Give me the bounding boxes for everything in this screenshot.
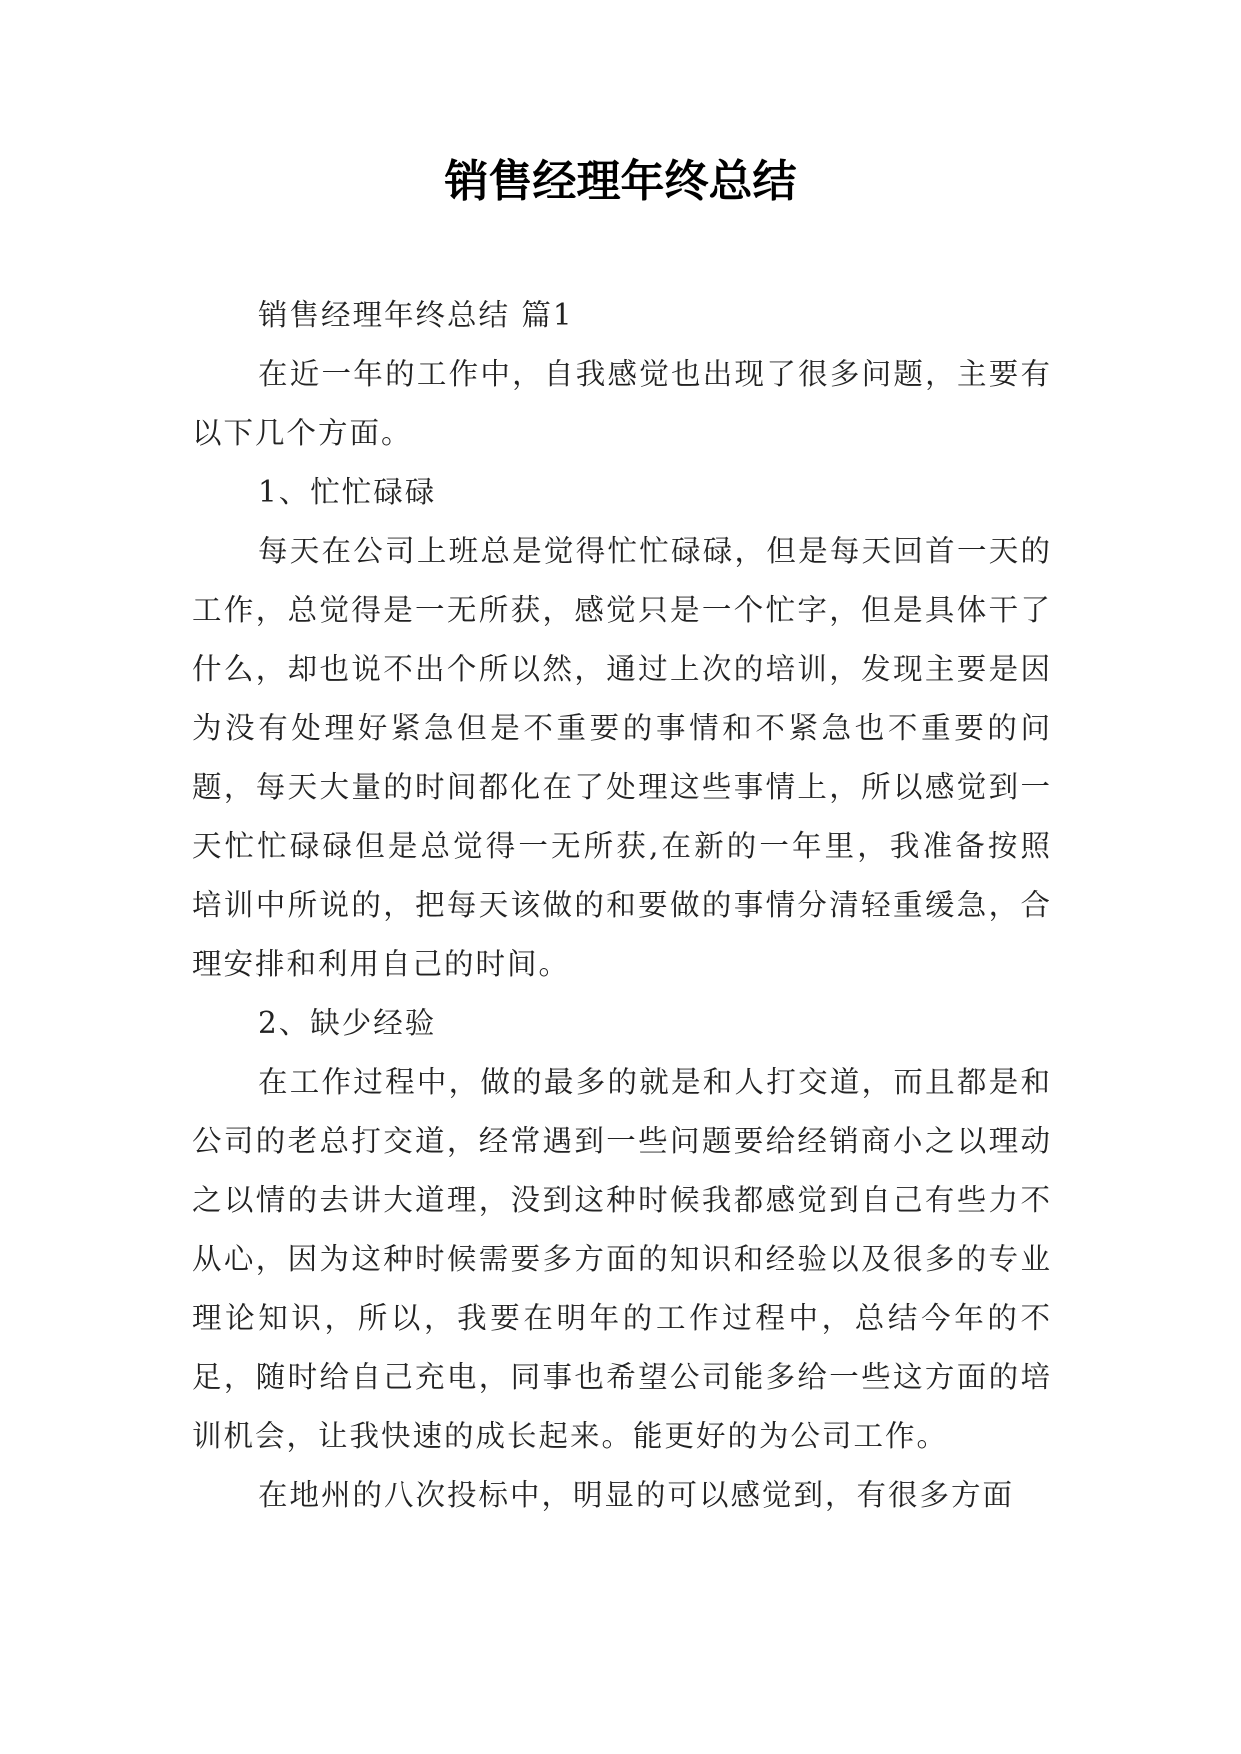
paragraph: 在近一年的工作中，自我感觉也出现了很多问题，主要有以下几个方面。 (192, 357, 1052, 450)
section-heading: 销售经理年终总结 篇1 (258, 298, 574, 332)
paragraph: 每天在公司上班总是觉得忙忙碌碌，但是每天回首一天的工作，总觉得是一无所获，感觉只是一个忙字，但是具体干了什么，却也说不出个所以然，通过上次的培训，发现主要是因为没有处理好紧急但是不重要的事情和不紧急也不重要的问题，每天大量的时间都化在了处理这些事情上，所以感觉到一天忙忙碌碌但是总觉得一无所获,在新的一年里，我准备按照培训中所说的，把每天该做的和要做的事情分清轻重缓急，合理安排和利用自己的时间。 (192, 534, 1052, 981)
document-title: 销售经理年终总结 (444, 156, 797, 207)
paragraph: 在地州的八次投标中，明显的可以感觉到，有很多方面 (258, 1478, 1015, 1512)
subsection-heading: 2、缺少经验 (258, 1006, 437, 1040)
document-body (192, 286, 1052, 1525)
paragraph: 在工作过程中，做的最多的就是和人打交道，而且都是和公司的老总打交道，经常遇到一些问题要给经销商小之以理动之以情的去讲大道理，没到这种时候我都感觉到自己有些力不从心，因为这种时候需要多方面的知识和经验以及很多的专业理论知识，所以，我要在明年的工作过程中，总结今年的不足，随时给自己充电，同事也希望公司能多给一些这方面的培训机会，让我快速的成长起来。能更好的为公司工作。 (192, 1065, 1052, 1453)
subsection-heading: 1、忙忙碌碌 (258, 475, 437, 509)
